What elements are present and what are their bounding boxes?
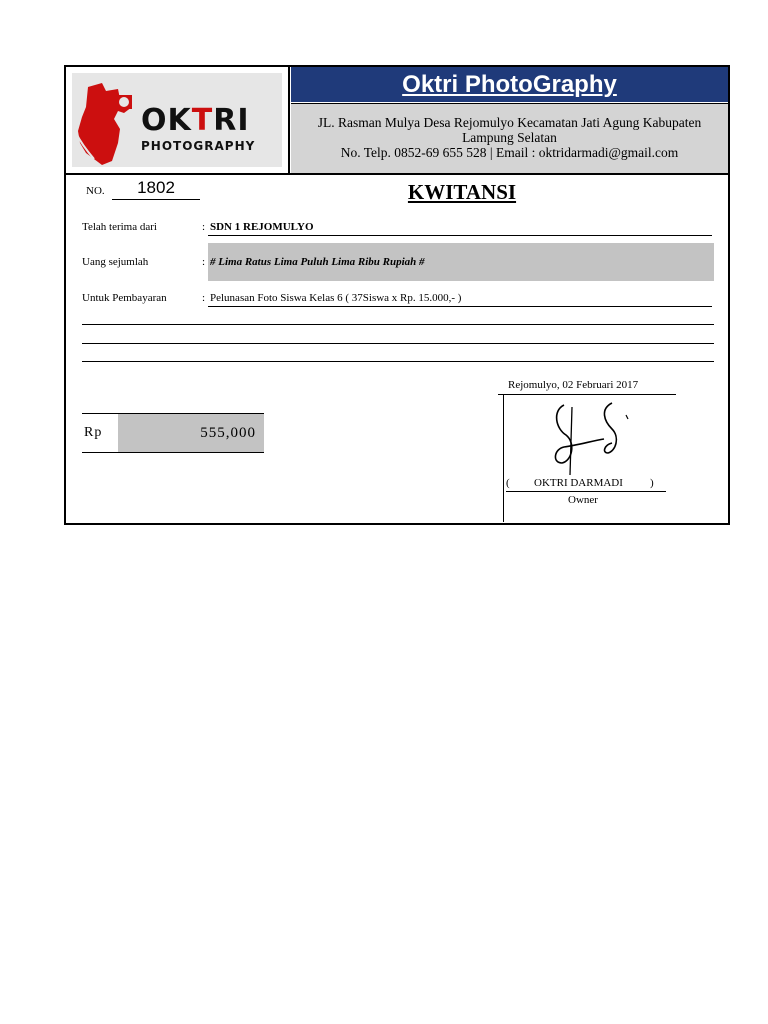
header	[66, 67, 728, 175]
company-address	[291, 103, 728, 173]
signer-name: OKTRI DARMADI	[534, 477, 623, 489]
document-title: KWITANSI	[407, 180, 517, 204]
purpose-colon: :	[202, 292, 206, 304]
total-amount-box	[82, 413, 264, 453]
company-title: Oktri PhotoGraphy	[291, 67, 728, 102]
blank-line	[82, 343, 714, 344]
receipt-form	[64, 65, 730, 525]
address-line-1: JL. Rasman Mulya Desa Rejomulyo Kecamatan Jati Agung Kabupaten	[317, 115, 702, 130]
received-from-value: SDN 1 REJOMULYO	[210, 221, 314, 233]
logo-subtitle: PHOTOGRAPHY	[141, 139, 256, 153]
logo-cell	[66, 67, 290, 173]
handwritten-signature	[542, 401, 642, 481]
open-paren: (	[506, 477, 510, 489]
received-from-colon: :	[202, 221, 206, 233]
amount-words-value: # Lima Ratus Lima Puluh Lima Ribu Rupiah #	[210, 256, 425, 268]
close-paren: )	[650, 477, 654, 489]
photographer-silhouette-icon	[72, 73, 142, 167]
blank-line	[82, 324, 714, 325]
contact-line: No. Telp. 0852-69 655 528 | Email : oktridarmadi@gmail.com	[340, 145, 679, 160]
received-from-label: Telah terima dari	[82, 221, 157, 233]
logo	[72, 73, 282, 167]
purpose-value: Pelunasan Foto Siswa Kelas 6 ( 37Siswa x Rp. 15.000,- )	[210, 292, 462, 304]
signature-divider	[503, 394, 504, 522]
place-date: Rejomulyo, 02 Februari 2017	[508, 379, 639, 391]
date-line	[498, 394, 676, 395]
amount-words-label: Uang sejumlah	[82, 256, 149, 268]
blank-line	[82, 361, 714, 362]
address-line-2: Lampung Selatan	[462, 130, 557, 145]
received-from-line	[208, 235, 712, 236]
purpose-line	[208, 306, 712, 307]
signer-name-line	[506, 491, 666, 492]
amount-words-colon: :	[202, 256, 206, 268]
receipt-number: 1802	[112, 177, 200, 200]
receipt-number-label: NO.	[86, 185, 105, 197]
total-amount: 555,000	[118, 414, 264, 452]
logo-wordmark: OKTRI	[141, 103, 250, 138]
currency-label: Rp	[84, 425, 103, 440]
signer-name-row	[506, 477, 666, 489]
signer-role: Owner	[568, 494, 598, 506]
signature-area	[498, 375, 698, 515]
purpose-label: Untuk Pembayaran	[82, 292, 167, 304]
